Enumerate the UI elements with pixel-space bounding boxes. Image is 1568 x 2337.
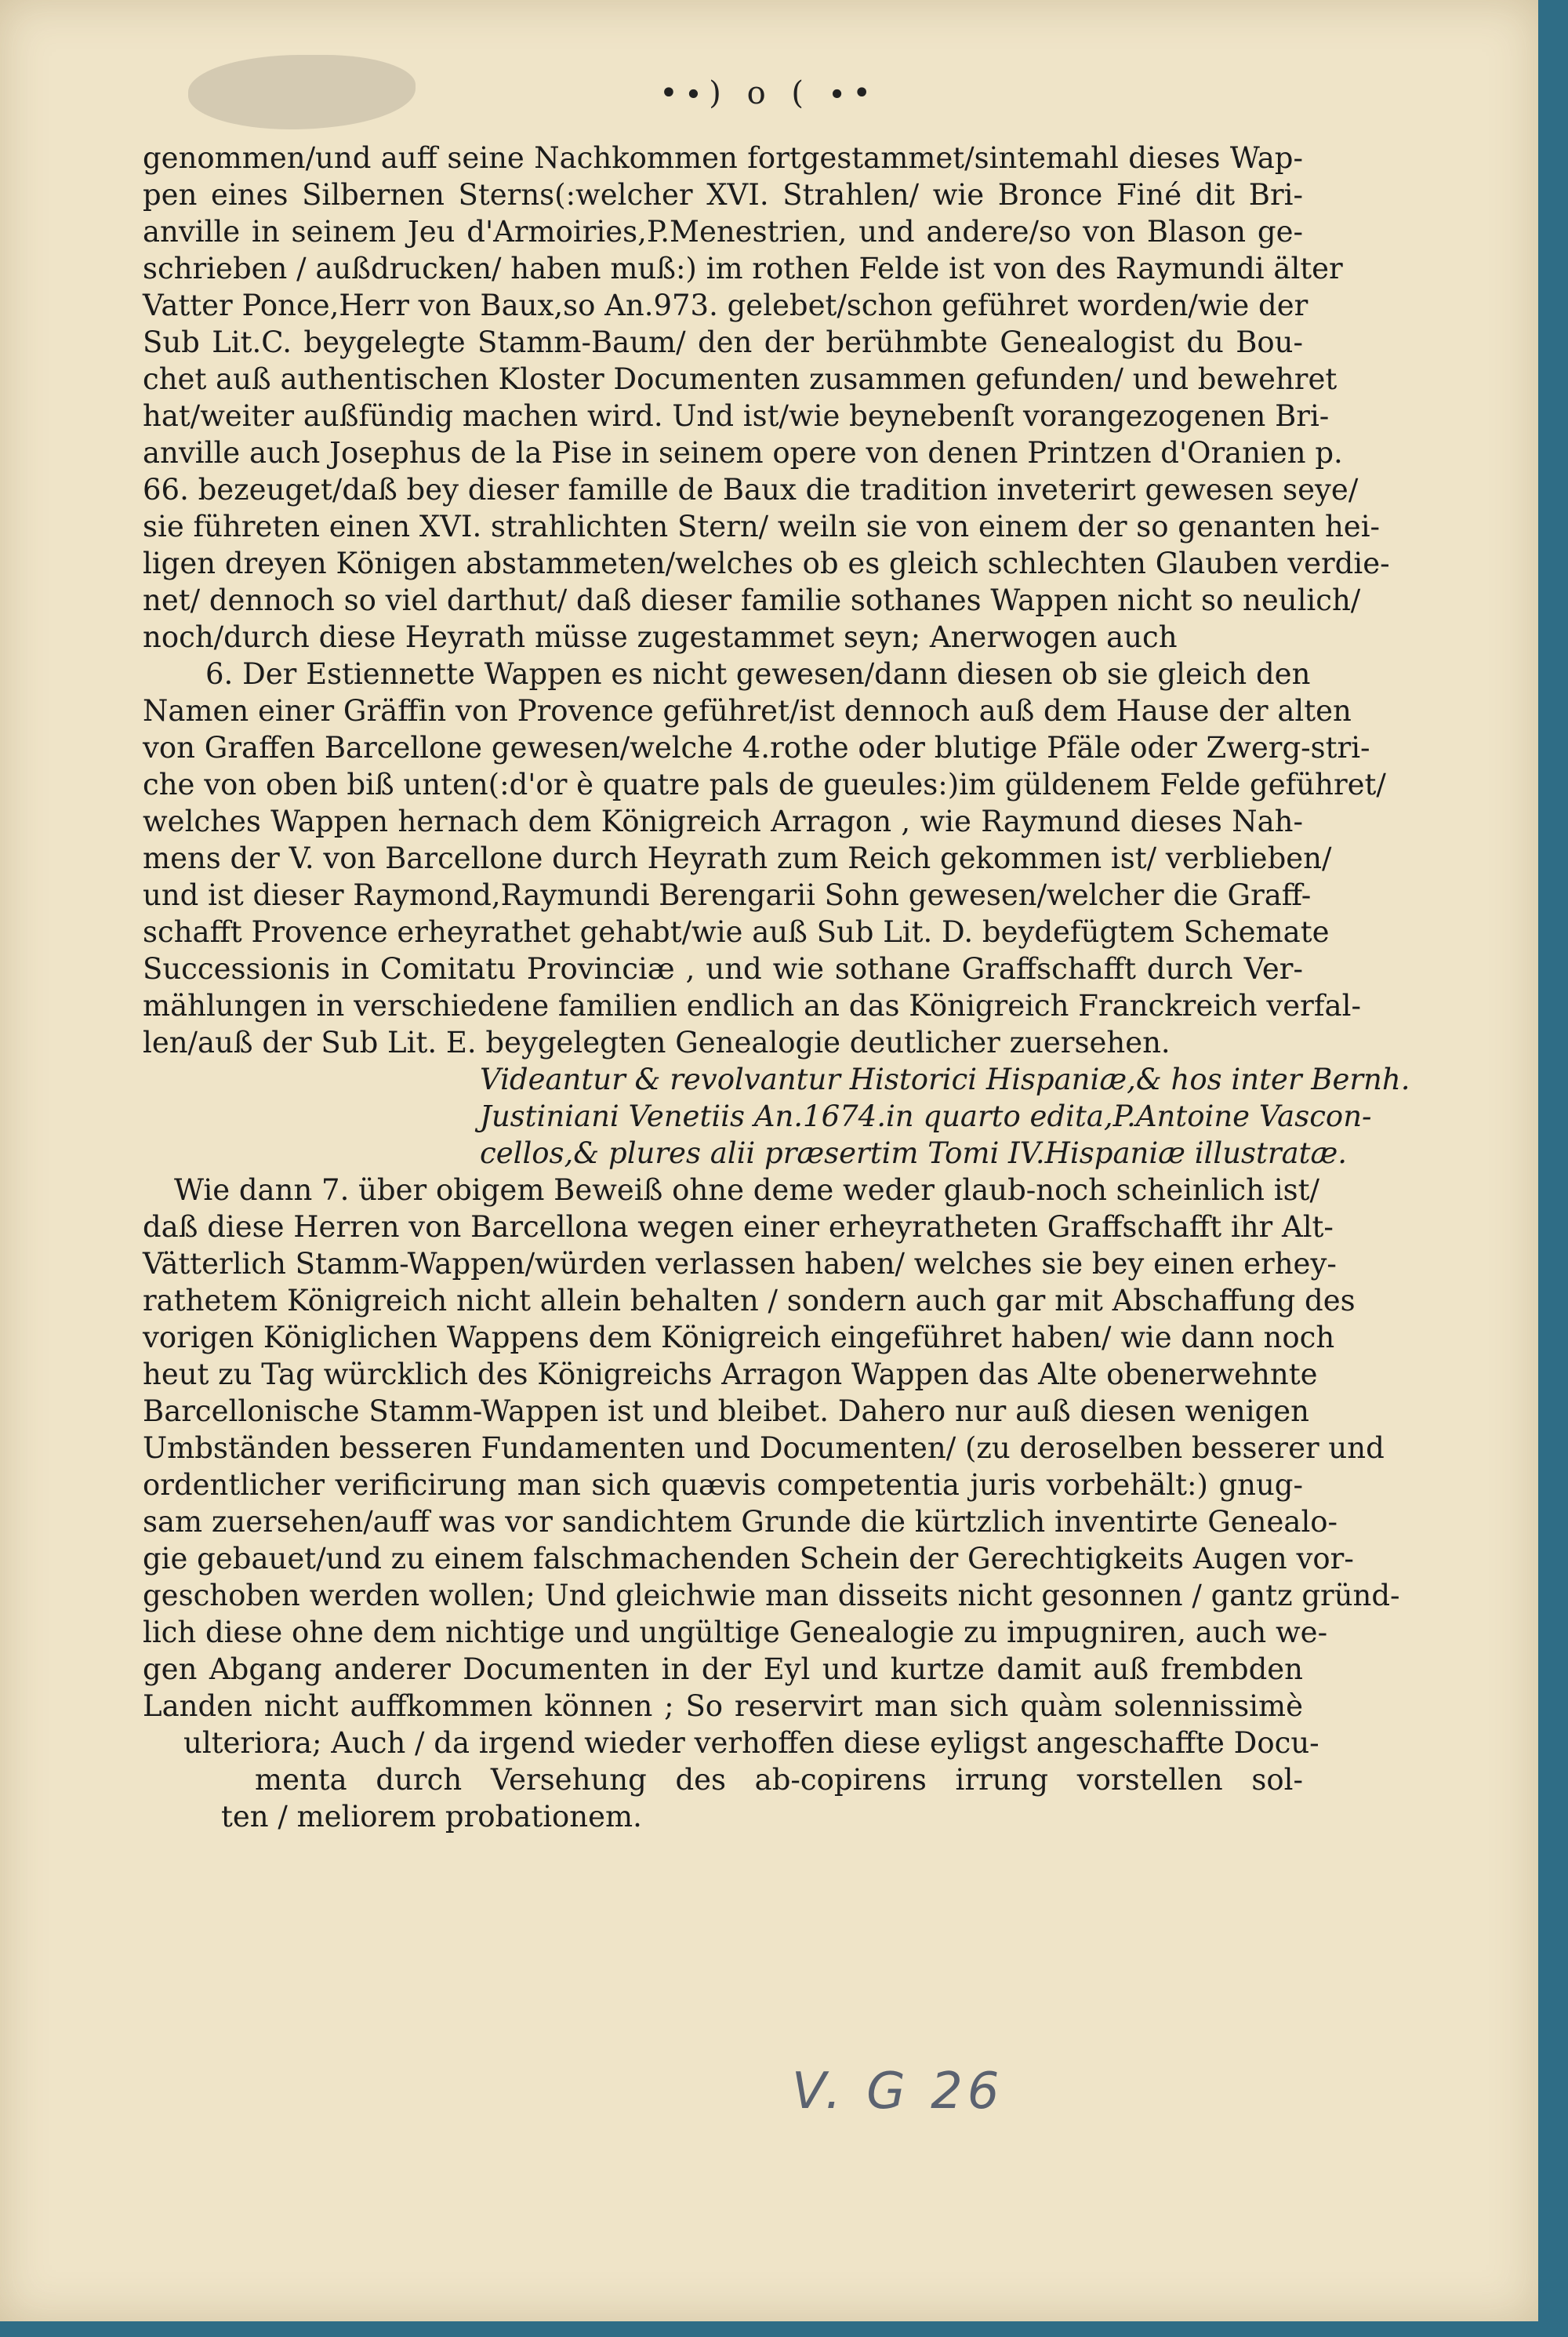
text-line: rathetem Königreich nicht allein behalten / sondern auch gar mit Abschaffung des [143,1284,1356,1318]
text-line: gie gebauet/und zu einem falschmachenden Schein der Gerechtigkeits Augen vor- [143,1542,1354,1576]
citation-line: Justiniani Venetiis An.1674.in quarto edita,P.Antoine Vascon- [480,1099,1372,1133]
text-line: Barcellonische Stamm-Wappen ist und bleibet. Dahero nur auß diesen wenigen [143,1394,1309,1428]
text-line: anville auch Josephus de la Pise in seinem opere von denen Printzen d'Oranien p. [143,436,1343,470]
text-line: vorigen Königlichen Wappens dem Königreich eingeführet haben/ wie dann noch [143,1321,1335,1354]
text-line: noch/durch diese Heyrath müsse zugestammet seyn; Anerwogen auch [143,620,1178,654]
text-line: che von oben biß unten(:d'or è quatre pals de gueules:)im güldenem Felde geführet/ [143,768,1386,801]
citation-line: Videantur & revolvantur Historici Hispaniæ,& hos inter Bernh. [480,1063,1410,1096]
text-line: ligen dreyen Königen abstammeten/welches ob es gleich schlechten Glauben verdie- [143,547,1390,580]
body-text [143,140,1410,1835]
text-line: 6. Der Estiennette Wappen es nicht gewesen/dann diesen ob sie gleich den [205,657,1311,691]
text-line: ordentlicher verificirung man sich quævis competentia juris vorbehält:) gnug- [143,1468,1303,1502]
text-line: schafft Provence erheyrathet gehabt/wie auß Sub Lit. D. beydefügtem Schemate [143,915,1330,949]
text-line: net/ dennoch so viel darthut/ daß dieser familie sothanes Wappen nicht so neulich/ [143,583,1361,617]
text-line: Namen einer Gräffin von Provence geführet/ist dennoch auß dem Hause der alten [143,694,1352,728]
text-line: 66. bezeuget/daß bey dieser famille de Baux die tradition inveterirt gewesen seye/ [143,473,1359,507]
text-line: menta durch Versehung des ab-copirens irrung vorstellen sol- [255,1763,1303,1797]
text-line: schrieben / außdrucken/ haben muß:) im rothen Felde ist von des Raymundi älter [143,252,1343,285]
text-line: Vatter Ponce,Herr von Baux,so An.973. gelebet/schon geführet worden/wie der [143,289,1308,322]
text-line: mählungen in verschiedene familien endlich an das Königreich Franckreich verfal- [143,989,1361,1023]
text-line: und ist dieser Raymond,Raymundi Berengarii Sohn gewesen/welcher die Graff- [143,878,1312,912]
text-line: von Graffen Barcellone gewesen/welche 4.rothe oder blutige Pfäle oder Zwerg-stri- [143,731,1370,765]
text-line: len/auß der Sub Lit. E. beygelegten Genealogie deutlicher zuersehen. [143,1026,1171,1059]
shelfmark-annotation: V. G 26 [792,2063,1004,2121]
text-line: Landen nicht auffkommen können ; So reservirt man sich quàm solennissimè [143,1689,1303,1723]
text-line: ulteriora; Auch / da irgend wieder verhoffen diese eyligst angeschaffte Docu- [183,1726,1319,1760]
text-line: anville in seinem Jeu d'Armoiries,P.Menestrien, und andere/so von Blason ge- [143,215,1303,249]
text-line: sie führeten einen XVI. strahlichten Stern/ weiln sie von einem der so genanten hei- [143,510,1381,543]
text-line: genommen/und auff seine Nachkommen fortgestammet/sintemahl dieses Wap- [143,141,1303,175]
text-line: sam zuersehen/auff was vor sandichtem Grunde die kürtzlich inventirte Genealo- [143,1505,1338,1539]
text-line: mens der V. von Barcellone durch Heyrath zum Reich gekommen ist/ verblieben/ [143,841,1332,875]
text-line: gen Abgang anderer Documenten in der Eyl und kurtze damit auß frembden [143,1652,1303,1686]
text-line: daß diese Herren von Barcellona wegen einer erheyratheten Graffschafft ihr Alt- [143,1210,1334,1244]
text-line: Vätterlich Stamm-Wappen/würden verlassen haben/ welches sie bey einen erhey- [143,1247,1337,1281]
text-line: lich diese ohne dem nichtige und ungültige Genealogie zu impugniren, auch we- [143,1616,1328,1649]
text-line: hat/weiter außfündig machen wird. Und ist/wie beynebenſt vorangezogenen Bri- [143,399,1330,433]
text-line: heut zu Tag würcklich des Königreichs Arragon Wappen das Alte obenerwehnte [143,1357,1318,1391]
text-line: Successionis in Comitatu Provinciæ , und wie sothane Graffschafft durch Ver- [143,952,1303,986]
text-line: pen eines Silbernen Sterns(:welcher XVI. Strahlen/ wie Bronce Finé dit Bri- [143,178,1303,212]
background-edge [1538,0,1568,2337]
citation-line: cellos,& plures alii præsertim Tomi IV.Hispaniæ illustratæ. [480,1136,1348,1170]
text-line: Umbständen besseren Fundamenten und Documenten/ (zu deroselben besserer und [143,1431,1385,1465]
text-line: Wie dann 7. über obigem Beweiß ohne deme weder glaub-noch scheinlich ist/ [174,1173,1319,1207]
page-header-ornament: •∙) o ( ∙• [659,75,879,111]
text-line: Sub Lit.C. beygelegte Stamm-Baum/ den der berühmbte Genealogist du Bou- [143,325,1303,359]
text-line: chet auß authentischen Kloster Documenten zusammen gefunden/ und bewehret [143,362,1338,396]
text-line: ten / meliorem probationem. [221,1800,642,1834]
text-line: geschoben werden wollen; Und gleichwie man disseits nicht gesonnen / gantz gründ- [143,1579,1400,1612]
text-line: welches Wappen hernach dem Königreich Arragon , wie Raymund dieses Nah- [143,805,1303,838]
